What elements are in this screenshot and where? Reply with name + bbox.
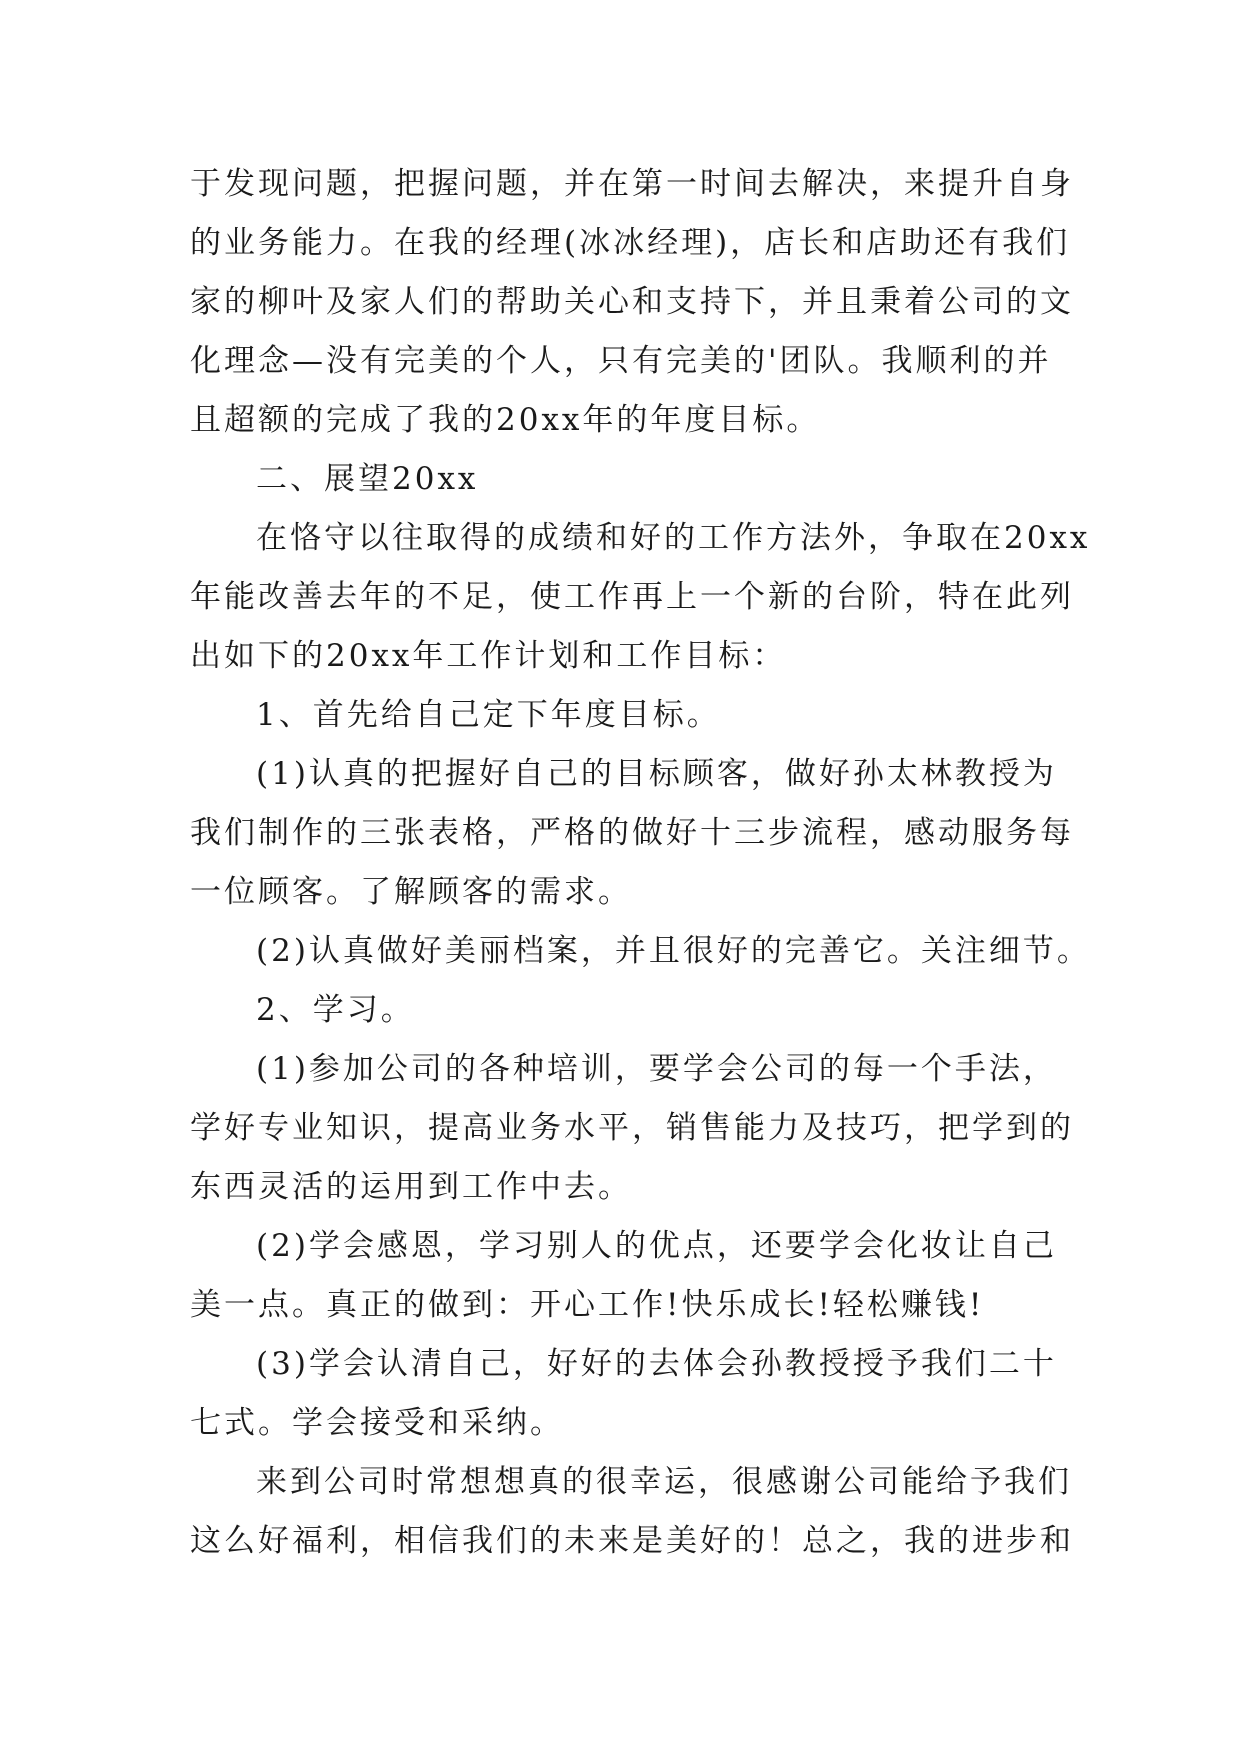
- text-line: 学好专业知识，提高业务水平，销售能力及技巧，把学到的: [190, 1110, 1074, 1146]
- text-line: 在恪守以往取得的成绩和好的工作方法外，争取在20xx: [256, 520, 1091, 556]
- text-line: (3)学会认清自己，好好的去体会孙教授授予我们二十: [256, 1346, 1057, 1382]
- text-line: 这么好福利，相信我们的未来是美好的！总之，我的进步和: [190, 1523, 1074, 1559]
- text-line: (2)学会感恩，学习别人的优点，还要学会化妆让自己: [256, 1228, 1057, 1264]
- text-line: 美一点。真正的做到：开心工作!快乐成长!轻松赚钱!: [190, 1287, 985, 1323]
- text-line: (2)认真做好美丽档案，并且很好的完善它。关注细节。: [256, 933, 1091, 969]
- text-line: 七式。学会接受和采纳。: [190, 1405, 564, 1441]
- text-line: 的业务能力。在我的经理(冰冰经理)，店长和店助还有我们: [190, 225, 1071, 261]
- text-line: 出如下的20xx年工作计划和工作目标：: [190, 638, 787, 674]
- text-line: 且超额的完成了我的20xx年的年度目标。: [190, 402, 821, 438]
- text-line: 东西灵活的运用到工作中去。: [190, 1169, 632, 1205]
- text-line: 来到公司时常想想真的很幸运，很感谢公司能给予我们: [256, 1464, 1072, 1500]
- document-body: [190, 155, 1091, 1571]
- text-line: (1)认真的把握好自己的目标顾客，做好孙太林教授为: [256, 756, 1057, 792]
- text-line: 于发现问题，把握问题，并在第一时间去解决，来提升自身: [190, 166, 1074, 202]
- text-line: 一位顾客。了解顾客的需求。: [190, 874, 632, 910]
- list-heading: 1、首先给自己定下年度目标。: [256, 697, 721, 733]
- section-heading: 二、展望20xx: [256, 461, 479, 497]
- text-line: 年能改善去年的不足，使工作再上一个新的台阶，特在此列: [190, 579, 1074, 615]
- text-line: (1)参加公司的各种培训，要学会公司的每一个手法，: [256, 1051, 1057, 1087]
- text-line: 化理念—没有完美的个人，只有完美的'团队。我顺利的并: [190, 343, 1052, 379]
- text-line: 家的柳叶及家人们的帮助关心和支持下，并且秉着公司的文: [190, 284, 1074, 320]
- text-line: 我们制作的三张表格，严格的做好十三步流程，感动服务每: [190, 815, 1074, 851]
- list-heading: 2、学习。: [256, 992, 415, 1028]
